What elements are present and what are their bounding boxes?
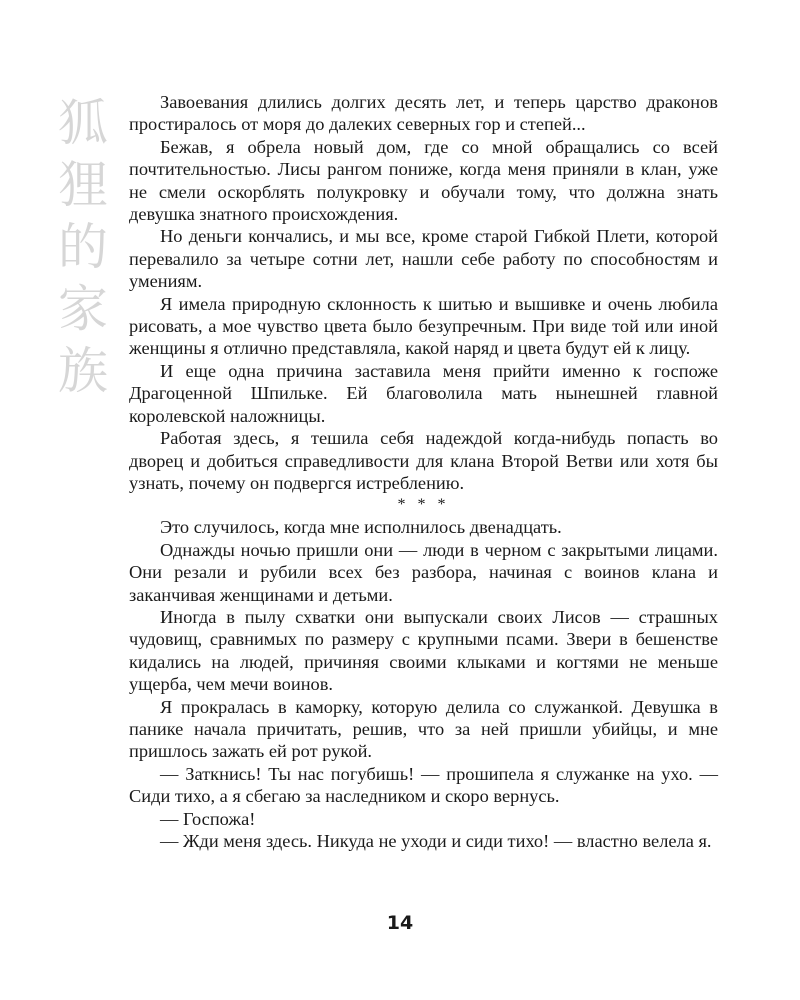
side-title-char: 族: [58, 342, 108, 400]
side-title-char: 家: [58, 280, 108, 338]
paragraph: Я имела природную склонность к шитью и вышивке и очень любила рисовать, а мое чувство цвета было безупречным. При виде той или иной женщины я отлично представляла, какой наряд и цвета будут ей к лицу.: [129, 293, 718, 359]
section-separator: * * *: [397, 496, 450, 514]
paragraph: И еще одна причина заставила меня прийти именно к госпоже Драгоценной Шпильке. Ей благоволила мать нынешней главной королевской наложницы.: [129, 360, 718, 426]
page-body: [129, 91, 718, 852]
page-number: 14: [386, 912, 414, 934]
side-title-char: 狐: [58, 94, 108, 152]
side-title-char: 狸: [58, 156, 108, 214]
paragraph: Я прокралась в каморку, которую делила со служанкой. Девушка в панике начала причитать, решив, что за ней пришли убийцы, и мне пришлось зажать ей рот рукой.: [129, 696, 718, 762]
paragraph: Это случилось, когда мне исполнилось двенадцать.: [160, 517, 562, 538]
paragraph: Иногда в пылу схватки они выпускали своих Лисов — страшных чудовищ, сравнимых по размеру с крупными псами. Звери в бешенстве кидались на людей, причиняя своими клыками и когтями не меньше ущерба, чем мечи воинов.: [129, 606, 718, 695]
side-title-decoration: [48, 92, 118, 402]
dialogue-line: — Заткнись! Ты нас погубишь! — прошипела я служанке на ухо. — Сиди тихо, а я сбегаю за наследником и скоро вернусь.: [129, 763, 718, 807]
paragraph: Работая здесь, я тешила себя надеждой когда-нибудь попасть во дворец и добиться справедливости для клана Второй Ветви или хотя бы узнать, почему он подвергся истреблению.: [129, 428, 718, 493]
paragraph: Бежав, я обрела новый дом, где со мной обращались со всей почтительностью. Лисы рангом пониже, когда меня приняли в клан, уже не смели оскорблять полукровку и обучали тому, что должна знать девушка знатного происхождения.: [129, 136, 718, 225]
paragraph: Но деньги кончались, и мы все, кроме старой Гибкой Плети, которой перевалило за четыре сотни лет, нашли себе работу по способностям и умениям.: [129, 226, 718, 292]
side-title-char: 的: [58, 218, 108, 276]
paragraph: Однажды ночью пришли они — люди в черном с закрытыми лицами. Они резали и рубили всех без разбора, начиная с воинов клана и заканчивая женщинами и детьми.: [129, 539, 718, 605]
paragraph: Завоевания длились долгих десять лет, и теперь царство драконов простиралось от моря до далеких северных гор и степей...: [129, 92, 718, 135]
dialogue-line: — Госпожа!: [160, 808, 256, 829]
dialogue-line: — Жди меня здесь. Никуда не уходи и сиди тихо! — властно велела я.: [160, 831, 712, 851]
